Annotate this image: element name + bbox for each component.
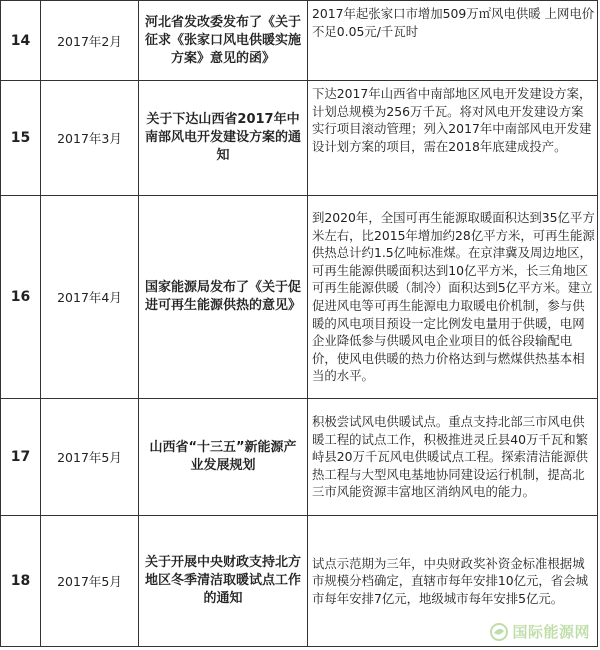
row-date: 2017年2月 <box>41 1 139 81</box>
table-row <box>1 1 598 81</box>
row-number: 14 <box>1 1 41 81</box>
row-policy-title: 关于开展中央财政支持北方地区冬季清洁取暖试点工作的通知 <box>139 516 308 647</box>
green-circle-logo-icon <box>489 622 509 642</box>
row-description-text: 积极尝试风电供暖试点。重点支持北部三市风电供暖工程的试点工作，积极推进灵丘县40万千瓦和繁峙县20万千瓦风电供暖试点工程。探索清洁能源供热工程与大型风电基地协同建设运行机制，提高北三市风能资源丰富地区消纳风电的能力。 <box>312 414 588 500</box>
table-row <box>1 399 598 516</box>
row-policy-title: 国家能源局发布了《关于促进可再生能源供热的意见》 <box>139 196 308 399</box>
watermark-text: 国际能源网 <box>512 623 590 641</box>
row-number: 18 <box>1 516 41 647</box>
row-description-text: 试点示范期为三年，中央财政奖补资金标准根据城市规模分档确定，直辖市每年安排10亿元，省会城市每年安排7亿元，地级城市每年安排5亿元。 <box>312 555 588 606</box>
table-row <box>1 81 598 196</box>
row-description-text: 到2020年，全国可再生能源取暖面积达到35亿平方米左右，比2015年增加约28亿平方米，可再生能源供热总计约1.5亿吨标准煤。在京津冀及周边地区，可再生能源供暖面积达到10亿平方米，长三角地区可再生能源供暖（制冷）面积达到5亿平方米。建立促进风电等可再生能源电力取暖电价机制，参与供暖的风电项目预设一定比例发电量用于供暖，电网企业降低参与供暖风电企业项目的低谷段输配电价，使风电供暖的热力价格达到与燃煤供热基本相当的水平。 <box>312 210 595 384</box>
row-description <box>308 81 598 196</box>
row-description <box>308 196 598 399</box>
row-policy-title: 河北省发改委发布了《关于征求《张家口风电供暖实施方案》意见的函》 <box>139 1 308 81</box>
row-number: 15 <box>1 81 41 196</box>
row-number: 17 <box>1 399 41 516</box>
row-date: 2017年5月 <box>41 516 139 647</box>
row-number: 16 <box>1 196 41 399</box>
watermark <box>489 621 590 642</box>
row-date: 2017年5月 <box>41 399 139 516</box>
table-row <box>1 196 598 399</box>
row-description <box>308 399 598 516</box>
row-policy-title: 山西省“十三五”新能源产业发展规划 <box>139 399 308 516</box>
row-description-text: 下达2017年山西省中南部地区风电开发建设方案，计划总规模为256万千瓦。将对风电开发建设方案实行项目滚动管理；列入2017年中南部风电开发建设计划方案的项目，需在2018年底建成投产。 <box>312 86 592 154</box>
row-description-text: 2017年起张家口市增加509万㎡风电供暖 上网电价不足0.05元/千瓦时 <box>312 6 595 39</box>
row-date: 2017年3月 <box>41 81 139 196</box>
row-description <box>308 1 598 81</box>
row-date: 2017年4月 <box>41 196 139 399</box>
row-policy-title: 关于下达山西省2017年中南部风电开发建设方案的通知 <box>139 81 308 196</box>
